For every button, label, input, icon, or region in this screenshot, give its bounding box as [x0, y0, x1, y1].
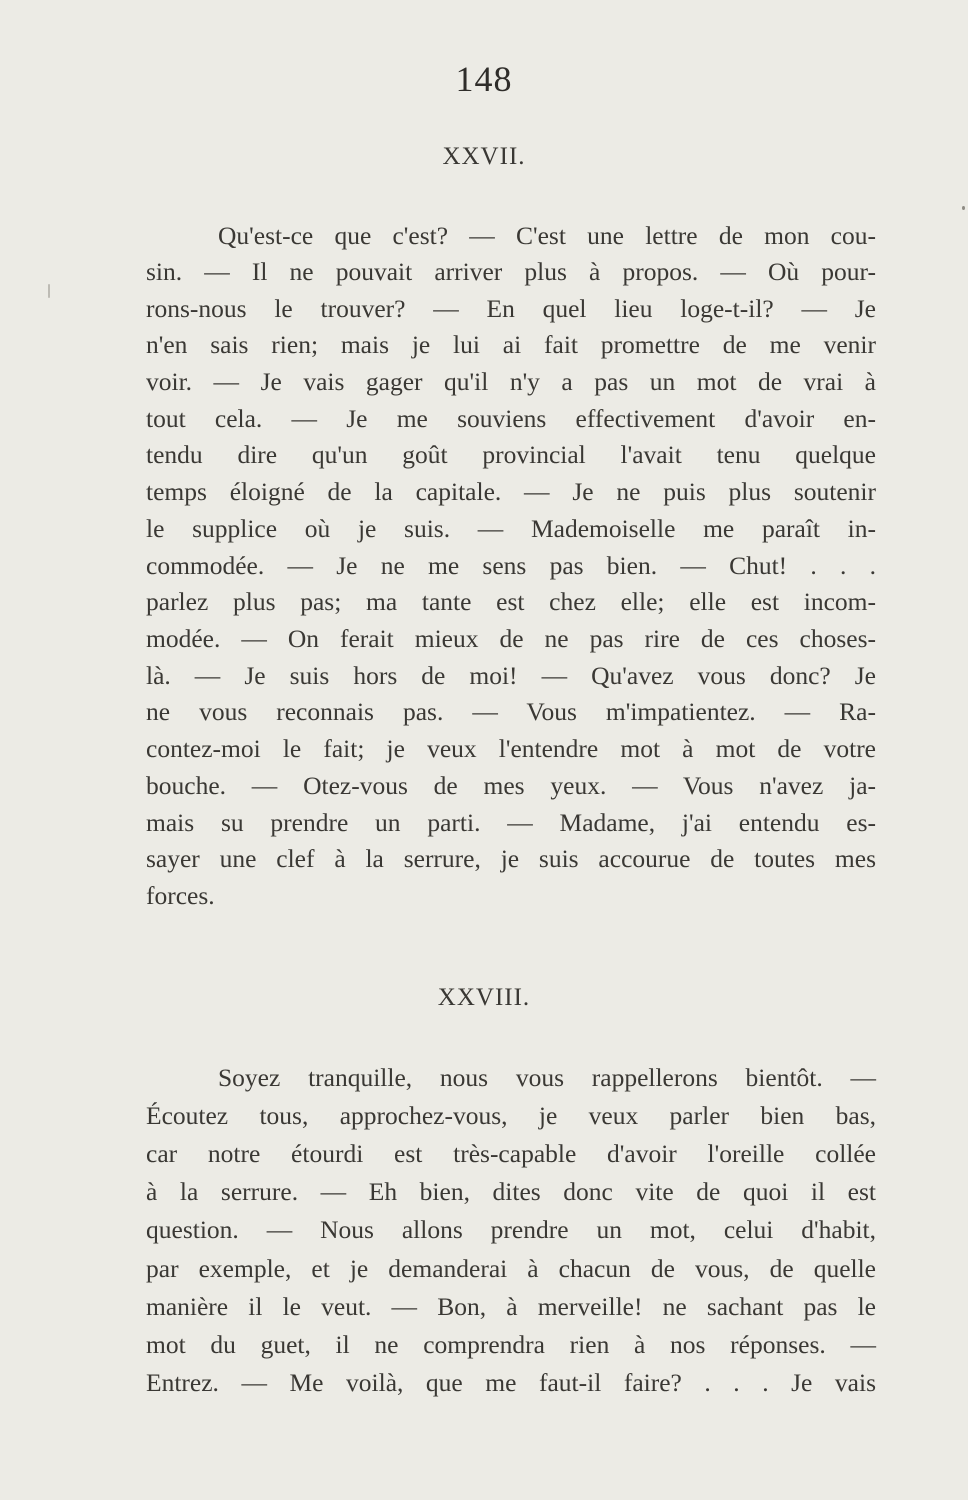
text-line: temps éloigné de la capitale. — Je ne puis plus soutenir [146, 477, 876, 506]
text-line: mot du guet, il ne comprendra rien à nos réponses. — [146, 1330, 876, 1359]
text-line: contez-moi le fait; je veux l'entendre mot à mot de votre [146, 734, 876, 763]
section-heading-xxvii: XXVII. [442, 143, 526, 170]
text-line: Écoutez tous, approchez-vous, je veux parler bien bas, [146, 1101, 876, 1130]
page-number: 148 [455, 59, 513, 99]
text-line: Entrez. — Me voilà, que me faut-il faire? . . . Je vais [146, 1368, 876, 1397]
text-line: commodée. — Je ne me sens pas bien. — Chut! . . . [146, 551, 876, 580]
text-line: là. — Je suis hors de moi! — Qu'avez vous donc? Je [146, 661, 876, 690]
text-line: le supplice où je suis. — Mademoiselle me paraît in- [146, 514, 876, 543]
text-line: tendu dire qu'un goût provincial l'avait tenu quelque [146, 440, 876, 469]
text-line: voir. — Je vais gager qu'il n'y a pas un mot de vrai à [146, 367, 876, 396]
text-line: car notre étourdi est très-capable d'avoir l'oreille collée [146, 1139, 876, 1168]
text-line: Soyez tranquille, nous vous rappellerons bientôt. — [218, 1063, 876, 1092]
text-line: par exemple, et je demanderai à chacun de vous, de quelle [146, 1254, 876, 1283]
print-speck [48, 284, 50, 298]
text-line: mais su prendre un parti. — Madame, j'ai entendu es- [146, 808, 876, 837]
text-line: tout cela. — Je me souviens effectivement d'avoir en- [146, 404, 876, 433]
text-line: Qu'est-ce que c'est? — C'est une lettre de mon cou- [218, 221, 876, 250]
text-line: parlez plus pas; ma tante est chez elle; elle est incom- [146, 587, 876, 616]
text-line: ne vous reconnais pas. — Vous m'impatientez. — Ra- [146, 697, 876, 726]
section-heading-xxviii: XXVIII. [437, 984, 531, 1011]
text-line: à la serrure. — Eh bien, dites donc vite de quoi il est [146, 1177, 876, 1206]
text-line: rons-nous le trouver? — En quel lieu loge-t-il? — Je [146, 294, 876, 323]
text-line: n'en sais rien; mais je lui ai fait promettre de me venir [146, 330, 876, 359]
text-line: question. — Nous allons prendre un mot, celui d'habit, [146, 1215, 876, 1244]
print-speck [962, 206, 965, 210]
text-line: modée. — On ferait mieux de ne pas rire de ces choses- [146, 624, 876, 653]
text-line: sayer une clef à la serrure, je suis accourue de toutes mes [146, 844, 876, 873]
text-line: bouche. — Otez-vous de mes yeux. — Vous n'avez ja- [146, 771, 876, 800]
text-line: forces. [146, 881, 215, 910]
text-line: sin. — Il ne pouvait arriver plus à propos. — Où pour- [146, 257, 876, 286]
text-line: manière il le veut. — Bon, à merveille! ne sachant pas le [146, 1292, 876, 1321]
